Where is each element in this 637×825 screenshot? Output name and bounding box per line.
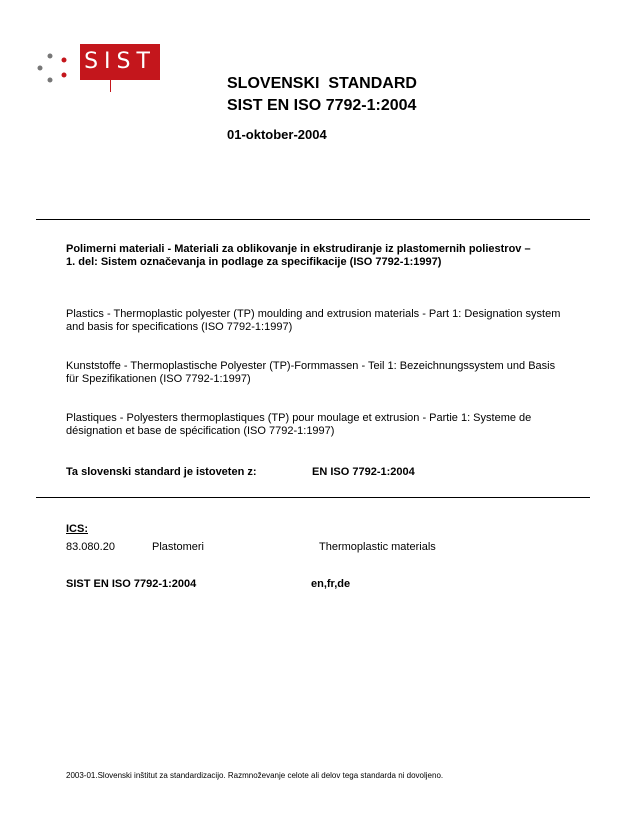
ics-english-name: Thermoplastic materials (319, 541, 436, 553)
bottom-divider (36, 497, 590, 498)
standard-type: SLOVENSKI STANDARD (227, 75, 417, 92)
logo-underline (110, 80, 111, 92)
sist-logo: SIST (80, 44, 160, 80)
ics-heading: ICS: (66, 523, 88, 535)
title-french: Plastiques - Polyesters thermoplastiques (TP) pour moulage et extrusion - Partie 1: Systeme de désignation et base de spécification (ISO 7792-1:1997) (66, 412, 532, 437)
bottom-standard-code: SIST EN ISO 7792-1:2004 (66, 578, 197, 590)
title-slovenian: Polimerni materiali - Materiali za oblikovanje in ekstrudiranje iz plastomernih poliestrov – 1. del: Sistem označevanja in podlage za specifikacije (ISO 7792-1:1997) (66, 243, 531, 268)
languages: en,fr,de (311, 578, 351, 590)
identical-label: Ta slovenski standard je istoveten z: (66, 466, 257, 478)
copyright-footer: 2003-01.Slovenski inštitut za standardizacijo. Razmnoževanje celote ali delov tega standarda ni dovoljeno. (66, 771, 444, 780)
top-divider (36, 219, 590, 220)
standard-code: SIST EN ISO 7792-1:2004 (227, 97, 417, 114)
ics-code: 83.080.20 (66, 541, 115, 553)
ics-slovenian-name: Plastomeri (152, 541, 204, 553)
standard-date: 01-oktober-2004 (227, 127, 327, 142)
title-german: Kunststoffe - Thermoplastische Polyester (TP)-Formmassen - Teil 1: Bezeichnungssystem und Basis für Spezifikationen (ISO 7792-1:1997) (66, 360, 556, 385)
identical-value: EN ISO 7792-1:2004 (312, 466, 415, 478)
title-english: Plastics - Thermoplastic polyester (TP) moulding and extrusion materials - Part 1: Designation system and basis for specifications (ISO 7792-1:1997) (66, 308, 561, 333)
logo-dots-icon (36, 50, 76, 90)
